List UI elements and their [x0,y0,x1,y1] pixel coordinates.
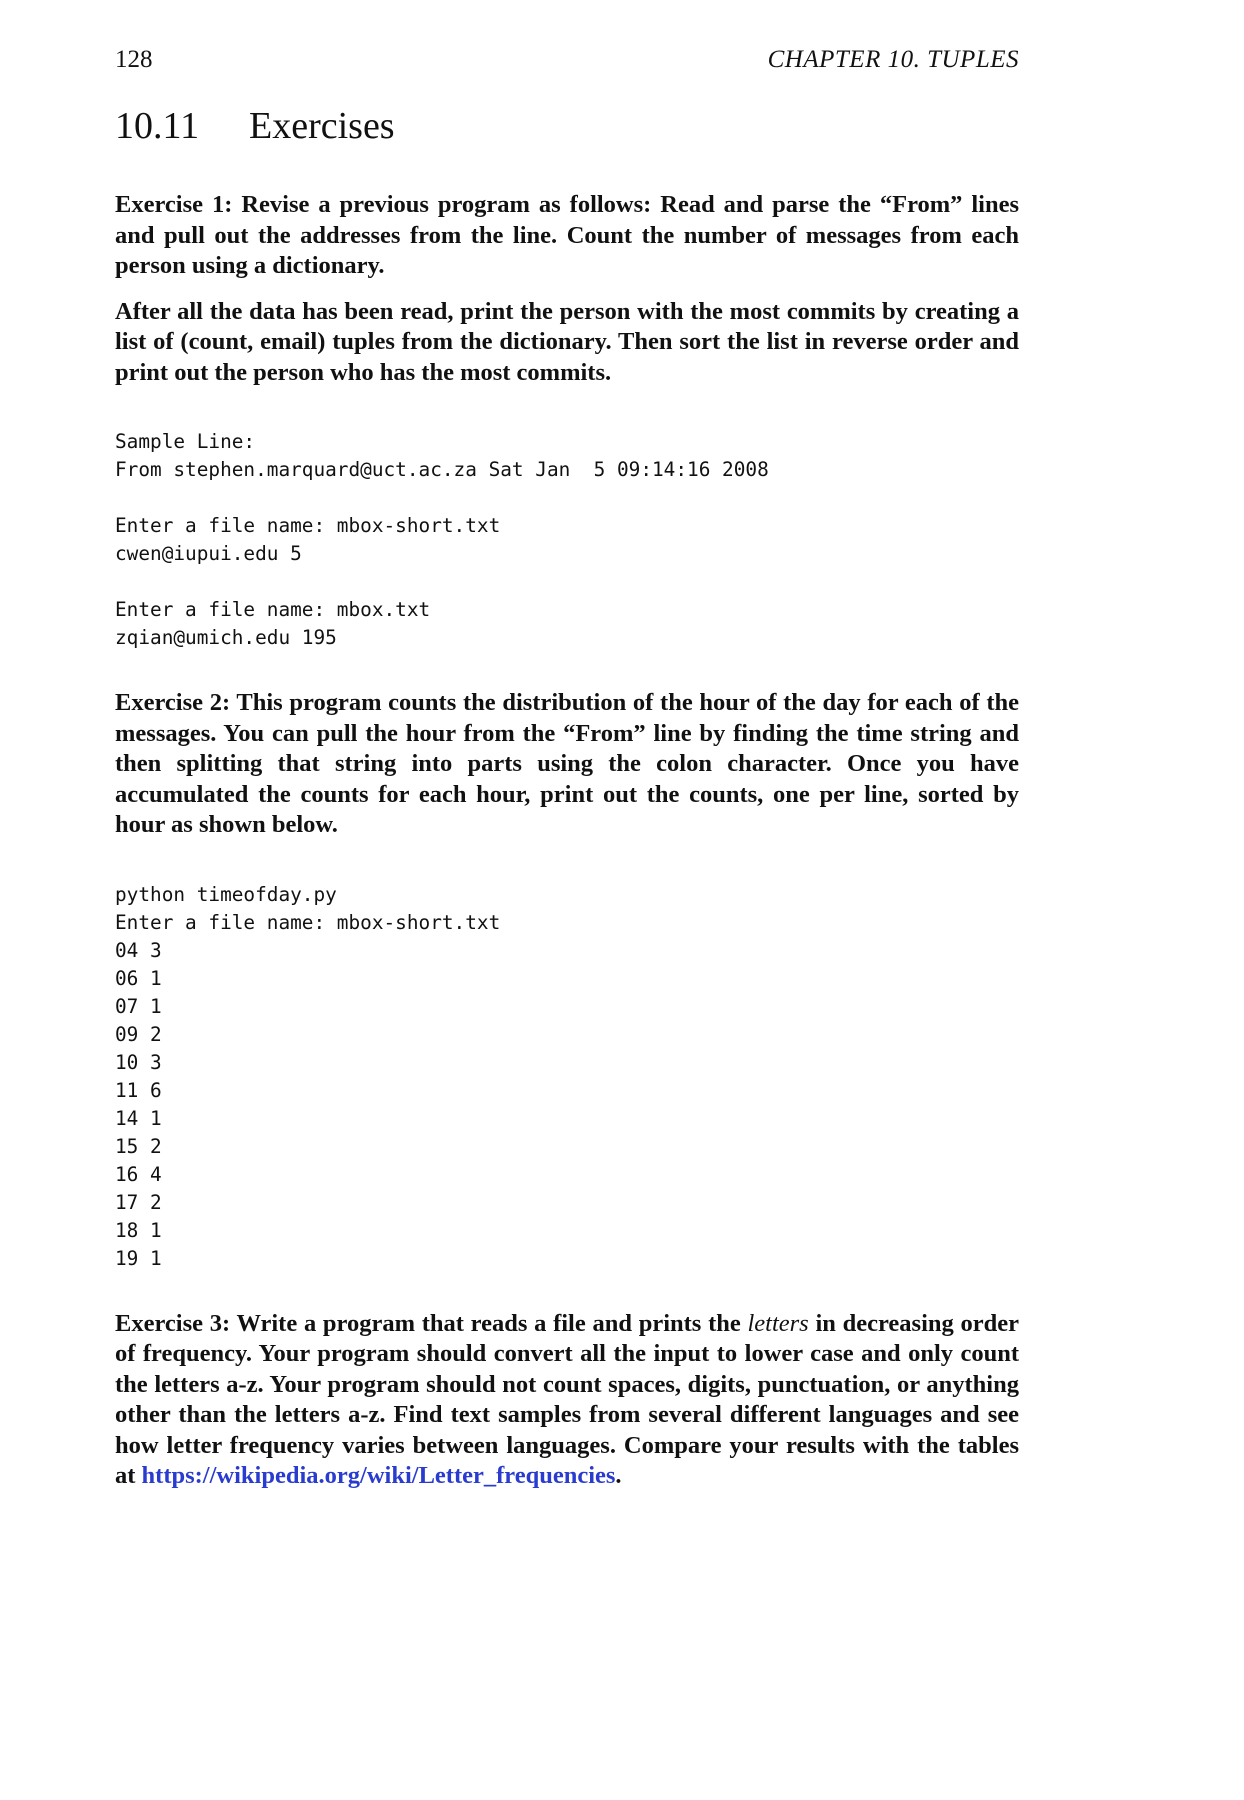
exercise-3-end: . [615,1462,622,1489]
code-line [115,568,1019,596]
code-line: 04 3 [115,938,162,962]
exercise-2-code-block [115,881,1019,1273]
code-line: Enter a file name: mbox.txt [115,598,431,621]
code-line: 10 3 [115,1050,162,1074]
code-line: Enter a file name: mbox-short.txt [115,514,501,537]
section-title: Exercises [249,105,395,147]
code-line: 14 1 [115,1106,162,1130]
code-line [115,484,1019,512]
exercise-3-text-before: Write a program that reads a file and prints the [236,1309,748,1337]
exercise-2-paragraph [115,688,1019,841]
exercise-1-paragraph [115,190,1019,282]
code-line: 15 2 [115,1134,162,1158]
code-line: cwen@iupui.edu 5 [115,542,302,565]
exercise-3-paragraph [115,1309,1019,1492]
exercise-1-text: Revise a previous program as follows: Read and parse the “From” lines and pull out the addresses from the line. Count the number of messages from each person using a dictionary. [115,191,1020,279]
letter-frequencies-link[interactable]: https://wikipedia.org/wiki/Letter_frequencies [141,1462,616,1489]
code-line: From stephen.marquard@uct.ac.za Sat Jan 5 09:14:16 2008 [115,458,769,481]
code-line: Sample Line: [115,430,256,453]
page-number: 128 [115,46,153,73]
code-line: python timeofday.py [115,882,337,906]
code-line: 18 1 [115,1218,162,1242]
code-line: 17 2 [115,1190,162,1214]
exercise-1-paragraph-2: After all the data has been read, print the person with the most commits by creating a list of (count, email) tuples from the dictionary. Then sort the list in reverse order and print out the person who has the most commits. [115,297,1019,386]
code-line: 11 6 [115,1078,162,1102]
section-number: 10.11 [115,105,200,147]
code-line: 19 1 [115,1246,162,1270]
exercise-3-text-after: in decreasing order of frequency. Your program should convert all the input to lower case and only count the letters a-z. Your program should not count spaces, digits, punctuation, or anything other than the letters a-z. Find text samples from several different languages and see how letter frequency varies between languages. Compare your results with the tables at [115,1309,1019,1489]
code-line: zqian@umich.edu 195 [115,626,337,649]
exercise-2-label: Exercise 2: [115,689,231,716]
exercise-1-code-block [115,428,1019,652]
running-header [115,40,1019,80]
section-heading [115,102,1019,150]
exercise-1-label: Exercise 1: [115,191,233,218]
exercise-2-text: This program counts the distribution of the hour of the day for each of the messages. You can pull the hour from the “From” line by finding the time string and then splitting that string into parts using the colon character. Once you have accumulated the counts for each hour, print out the counts, one per line, sorted by hour as shown below. [115,689,1019,838]
chapter-label: CHAPTER 10. TUPLES [767,46,1019,73]
exercise-3-label: Exercise 3: [115,1309,231,1337]
document-page [115,40,1019,1492]
code-line: 16 4 [115,1162,162,1186]
code-line: 07 1 [115,994,162,1018]
code-line: Enter a file name: mbox-short.txt [115,910,501,934]
code-line: 09 2 [115,1022,162,1046]
exercise-3-emphasis: letters [747,1309,809,1337]
code-line: 06 1 [115,966,162,990]
